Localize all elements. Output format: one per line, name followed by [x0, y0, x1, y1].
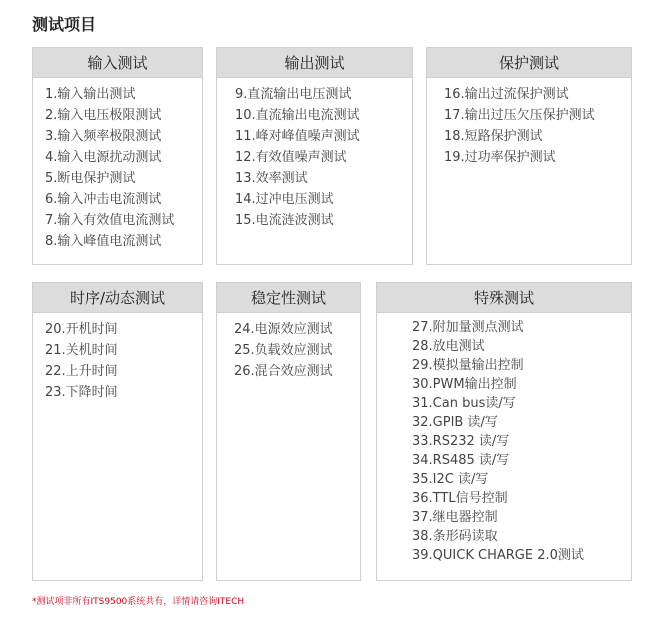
section-input-test [32, 47, 203, 265]
list-item: 7.输入有效值电流测试 [45, 213, 175, 228]
list-item: 27.附加量测点测试 [412, 320, 524, 335]
list-item: 23.下降时间 [45, 385, 118, 400]
section-protection-test [426, 47, 632, 265]
list-item: 1.输入输出测试 [45, 87, 136, 102]
list-item: 8.输入峰值电流测试 [45, 234, 162, 249]
list-item: 11.峰对峰值噪声测试 [235, 129, 360, 144]
list-item: 5.断电保护测试 [45, 171, 136, 186]
list-item: 30.PWM输出控制 [412, 377, 517, 392]
section-title: 保护测试 [427, 48, 631, 78]
list-item: 33.RS232 读/写 [412, 434, 510, 449]
list-item: 32.GPIB 读/写 [412, 415, 498, 430]
list-item: 13.效率测试 [235, 171, 308, 186]
list-item: 21.关机时间 [45, 343, 118, 358]
list-item: 22.上升时间 [45, 364, 118, 379]
list-item: 20.开机时间 [45, 322, 118, 337]
list-item: 39.QUICK CHARGE 2.0测试 [412, 548, 584, 563]
list-item: 17.输出过压欠压保护测试 [444, 108, 595, 123]
list-item: 28.放电测试 [412, 339, 485, 354]
list-item: 38.条形码读取 [412, 529, 498, 544]
list-item: 29.模拟量输出控制 [412, 358, 524, 373]
list-item: 6.输入冲击电流测试 [45, 192, 162, 207]
list-item: 36.TTL信号控制 [412, 491, 508, 506]
list-item: 3.输入频率极限测试 [45, 129, 162, 144]
list-item: 25.负载效应测试 [234, 343, 333, 358]
list-item: 9.直流输出电压测试 [235, 87, 352, 102]
list-item: 31.Can bus读/写 [412, 396, 516, 411]
list-item: 2.输入电压极限测试 [45, 108, 162, 123]
footnote: *测试项非所有ITS9500系统共有，详情请咨询ITECH [32, 597, 245, 607]
list-item: 14.过冲电压测试 [235, 192, 334, 207]
section-title: 输入测试 [33, 48, 202, 78]
list-item: 18.短路保护测试 [444, 129, 543, 144]
list-item: 4.输入电源扰动测试 [45, 150, 162, 165]
section-timing-dynamic-test [32, 282, 203, 581]
list-item: 12.有效值噪声测试 [235, 150, 347, 165]
section-output-test [216, 47, 413, 265]
list-item: 34.RS485 读/写 [412, 453, 510, 468]
list-item: 10.直流输出电流测试 [235, 108, 360, 123]
list-item: 19.过功率保护测试 [444, 150, 556, 165]
section-title: 稳定性测试 [217, 283, 360, 313]
section-stability-test [216, 282, 361, 581]
list-item: 35.I2C 读/写 [412, 472, 489, 487]
list-item: 24.电源效应测试 [234, 322, 333, 337]
page-title: 测试项目 [32, 15, 97, 34]
section-special-test [376, 282, 632, 581]
list-item: 16.输出过流保护测试 [444, 87, 569, 102]
list-item: 26.混合效应测试 [234, 364, 333, 379]
list-item: 37.继电器控制 [412, 510, 498, 525]
list-item: 15.电流涟波测试 [235, 213, 334, 228]
section-title: 输出测试 [217, 48, 412, 78]
section-title: 时序/动态测试 [33, 283, 202, 313]
section-title: 特殊测试 [377, 283, 631, 313]
